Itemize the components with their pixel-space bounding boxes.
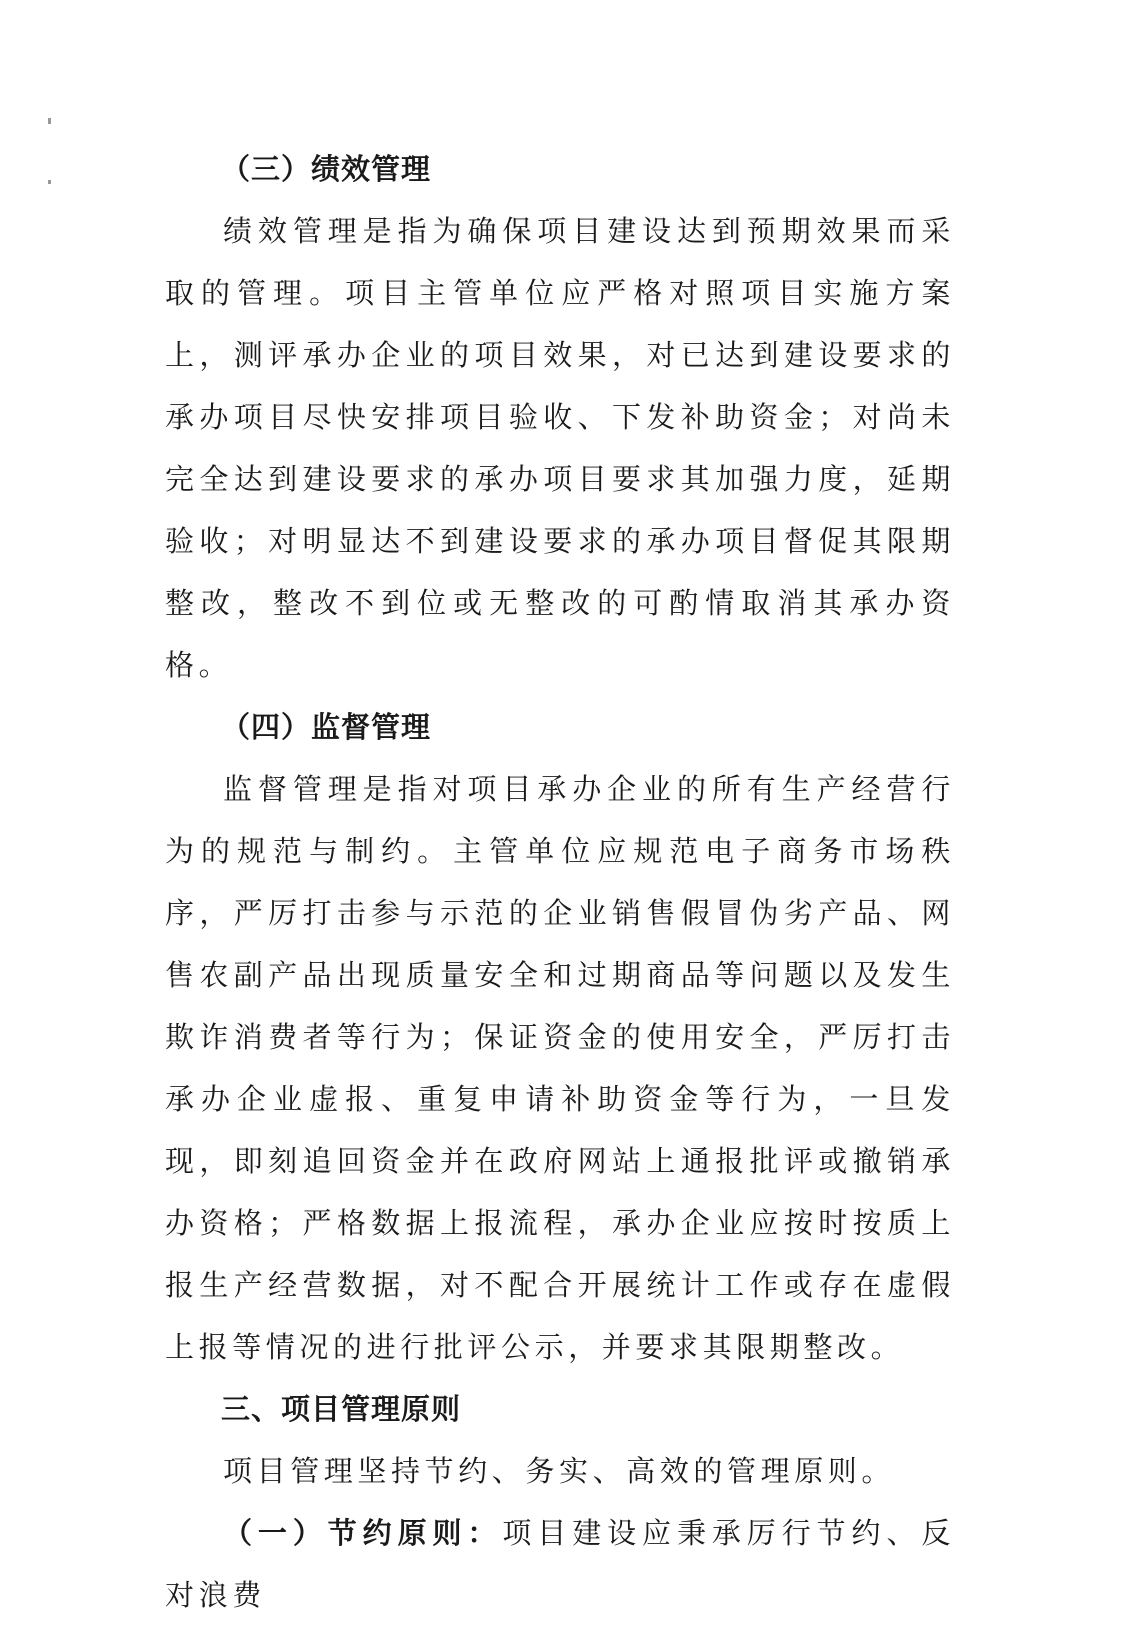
paragraph-principle-1 (165, 1502, 955, 1626)
paragraph-principles-intro: 项目管理坚持节约、务实、高效的管理原则。 (223, 1454, 896, 1488)
principle-1-label: （一）节约原则： (223, 1516, 503, 1550)
paragraph-supervision: 监督管理是指对项目承办企业的所有生产经营行为的规范与制约。主管单位应规范电子商务市场秩序，严厉打击参与示范的企业销售假冒伪劣产品、网售农副产品出现质量安全和过期商品等问题以及发生欺诈消费者等行为；保证资金的使用安全，严厉打击承办企业虚报、重复申请补助资金等行为，一旦发现，即刻追回资金并在政府网站上通报批评或撤销承办资格；严格数据上报流程，承办企业应按时按质上报生产经营数据，对不配合开展统计工作或存在虚假上报等情况的进行批评公示，并要求其限期整改。 (165, 772, 955, 1364)
major-heading-principles: 三、项目管理原则 (221, 1392, 462, 1426)
scan-speck (48, 118, 51, 124)
document-body (165, 138, 955, 1626)
principle-1-text: 项目建设应秉承厉行节约、反对浪费 (165, 1516, 955, 1612)
section-heading-supervision: （四）监督管理 (221, 710, 432, 744)
paragraph-performance: 绩效管理是指为确保项目建设达到预期效果而采取的管理。项目主管单位应严格对照项目实施方案上，测评承办企业的项目效果，对已达到建设要求的承办项目尽快安排项目验收、下发补助资金；对尚未完全达到建设要求的承办项目要求其加强力度，延期验收；对明显达不到建设要求的承办项目督促其限期整改，整改不到位或无整改的可酌情取消其承办资格。 (165, 214, 955, 682)
scan-speck (48, 180, 51, 184)
section-heading-performance: （三）绩效管理 (221, 152, 432, 186)
